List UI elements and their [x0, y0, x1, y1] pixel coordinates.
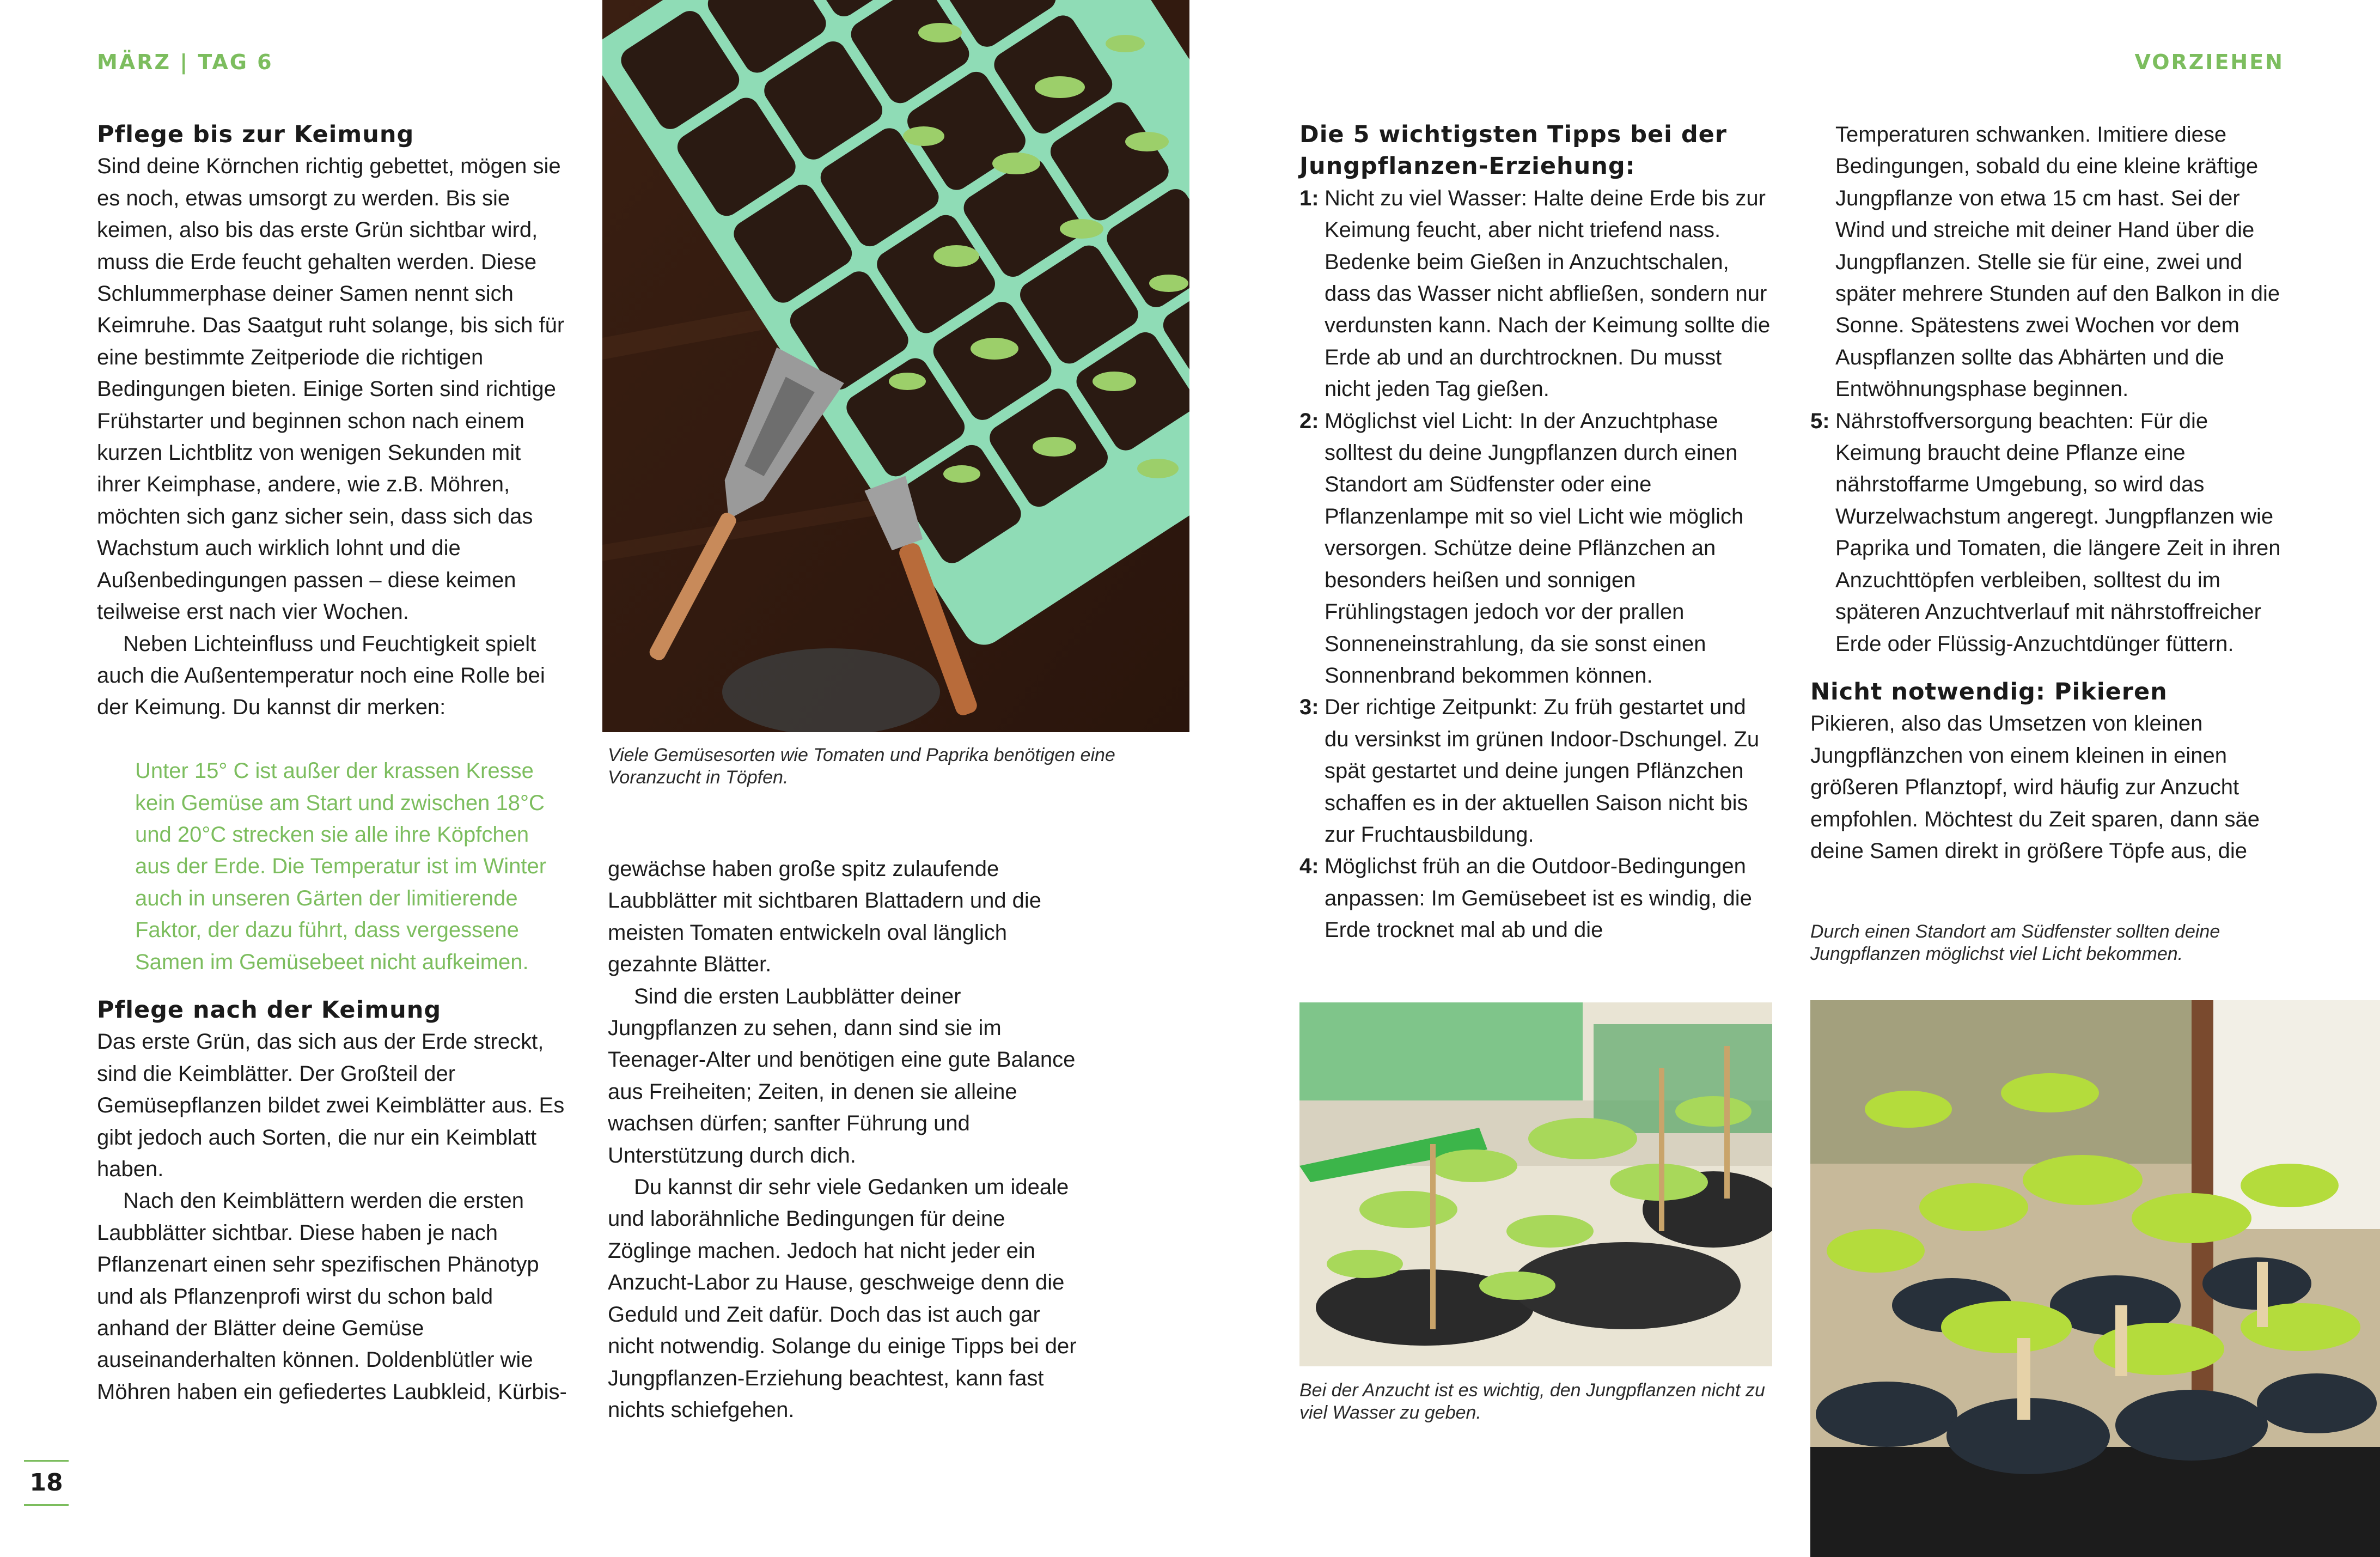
- tip-number: 5:: [1810, 409, 1830, 433]
- caption-watering: Bei der Anzucht ist es wichtig, den Jungpflanzen nicht zu viel Wasser zu geben.: [1299, 1380, 1765, 1423]
- photo-watering: [1299, 1002, 1772, 1366]
- tip-item: [1299, 850, 1773, 946]
- tip-text: Möglichst viel Licht: In der Anzuchtphase solltest du deine Jungpflanzen durch einen Standort am Südfenster oder eine Pflanzenlampe mit so viel Licht wie möglich versorgen. Schütze deine Pflänzchen an besonders heißen und sonnigen Frühlingstagen jedoch vor der prallen Sonneneinstrahlung, da sie sonst einen Sonnenbrand bekommen können.: [1325, 409, 1744, 688]
- heading-care-after-germination: Pflege nach der Keimung: [97, 996, 442, 1024]
- tip-item: [1299, 691, 1773, 850]
- running-head-left: MÄRZ | TAG 6: [97, 50, 273, 74]
- paragraph: Sind die ersten Laubblätter deiner Jungpflanzen zu sehen, dann sind sie im Teenager-Alter und benötigen eine gute Balance aus Freiheiten; Zeiten, in denen sie alleine wachsen dürfen; sanfter Führung und Unterstützung durch dich.: [608, 984, 1076, 1167]
- heading-care-before-germination: Pflege bis zur Keimung: [97, 121, 414, 148]
- paragraph: Das erste Grün, das sich aus der Erde streckt, sind die Keimblätter. Der Großteil der Gemüsepflanzen bildet zwei Keimblätter aus. Es gibt jedoch auch Sorten, die nur ein Keimblatt haben.: [97, 1030, 565, 1181]
- window-plants-illustration: [1810, 1000, 2380, 1557]
- paragraph: gewächse haben große spitz zulaufende Laubblätter mit sichtbaren Blattadern und die meisten Tomaten entwickeln oval länglich gezahnte Blätter.: [608, 857, 1042, 977]
- tip-item: [1810, 405, 2284, 660]
- tips-list: [1299, 183, 1773, 946]
- paragraph: Nach den Keimblättern werden die ersten Laubblätter sichtbar. Diese haben je nach Pflanzenart einen sehr spezifischen Phänotyp und als Pflanzenprofi wirst du schon bald anhand der Blätter deine Gemüse auseinanderhalten können. Doldenblütler wie Möhren haben ein gefiedertes Laubkleid, Kürbis-: [97, 1189, 567, 1404]
- highlight-quote: Unter 15° C ist außer der krassen Kresse kein Gemüse am Start und zwischen 18°C und 20°C strecken sie alle ihre Köpfchen aus der Erde. Die Temperatur ist im Winter auch in unseren Gärten der limitierende Faktor, der dazu führt, dass vergessene Samen im Gemüsebeet nicht aufkeimen.: [135, 759, 547, 974]
- column-4: [1810, 119, 2284, 867]
- seed-tray-illustration: [602, 0, 1189, 732]
- running-head-right: VORZIEHEN: [2134, 50, 2284, 74]
- caption-seed-tray: Viele Gemüsesorten wie Tomaten und Paprika benötigen eine Voranzucht in Töpfen.: [608, 745, 1115, 788]
- caption-window-plants: Durch einen Standort am Südfenster sollten deine Jungpflanzen möglichst viel Licht bekommen.: [1810, 921, 2220, 964]
- photo-window-plants: [1810, 1000, 2380, 1557]
- page-number: 18: [24, 1460, 69, 1506]
- tip-number: 3:: [1299, 695, 1319, 720]
- tip-number: 1:: [1299, 186, 1319, 210]
- heading-tips: Die 5 wichtigsten Tipps bei der Jungpflanzen-Erziehung:: [1299, 121, 1727, 180]
- tip-item: [1299, 405, 1773, 692]
- tip-text: Der richtige Zeitpunkt: Zu früh gestartet und du versinkst im grünen Indoor-Dschungel. Zu spät gestartet und deine jungen Pflänzchen schaffen es in der aktuellen Saison nicht bis zur Fruchtausbildung.: [1325, 695, 1760, 847]
- column-3: [1299, 119, 1773, 946]
- column-1: [97, 119, 570, 1408]
- tips-list-continued: [1810, 405, 2284, 660]
- tip-text: Möglichst früh an die Outdoor-Bedingungen anpassen: Im Gemüsebeet ist es windig, die Erde trocknet mal ab und die: [1325, 854, 1752, 942]
- column-2: [608, 853, 1087, 1426]
- tip-item: [1299, 183, 1773, 405]
- paragraph: Du kannst dir sehr viele Gedanken um ideale und laborähnliche Bedingungen für deine Zöglinge machen. Jedoch hat nicht jeder ein Anzucht-Labor zu Hause, geschweige denn die Geduld und Zeit dafür. Doch das ist auch gar nicht notwendig. Solange du einige Tipps bei der Jungpflanzen-Erziehung beachtest, kann fast nichts schiefgehen.: [608, 1175, 1077, 1422]
- tip-text: Nicht zu viel Wasser: Halte deine Erde bis zur Keimung feucht, aber nicht triefend nass. Bedenke beim Gießen in Anzuchtschalen, dass das Wasser nicht abfließen, sondern nur verdunsten kann. Nach der Keimung sollte die Erde ab und an durchtrocknen. Du musst nicht jeden Tag gießen.: [1325, 186, 1771, 402]
- paragraph: Neben Lichteinfluss und Feuchtigkeit spielt auch die Außentemperatur noch eine Rolle bei der Keimung. Du kannst dir merken:: [97, 631, 545, 720]
- paragraph: Pikieren, also das Umsetzen von kleinen Jungpflänzchen von einem kleinen in einen größeren Pflanztopf, wird häufig zur Anzucht empfohlen. Möchtest du Zeit sparen, dann säe deine Samen direkt in größere Töpfe aus, die: [1810, 711, 2260, 863]
- tip-continuation: Temperaturen schwanken. Imitiere diese Bedingungen, sobald du eine kleine kräftige Jungpflanze von etwa 15 cm hast. Sei der Wind und streiche mit deiner Hand über die Jungpflanzen. Stelle sie für eine, zwei und später mehrere Stunden auf den Balkon in die Sonne. Spätestens zwei Wochen vor dem Auspflanzen sollte das Abhärten und die Entwöhnungsphase beginnen.: [1835, 123, 2280, 402]
- heading-pricking-out: Nicht notwendig: Pikieren: [1810, 678, 2168, 705]
- photo-seed-tray: [602, 0, 1189, 732]
- paragraph: Sind deine Körnchen richtig gebettet, mögen sie es noch, etwas umsorgt zu werden. Bis sie keimen, also bis das erste Grün sichtbar wird, muss die Erde feucht gehalten werden. Diese Schlummerphase deiner Samen nennt sich Keimruhe. Das Saatgut ruht solange, bis sich für eine bestimmte Zeitperiode die richtigen Bedingungen bieten. Einige Sorten sind richtige Frühstarter und beginnen schon nach einem kurzen Lichtblitz von wenigen Sekunden mit ihrer Keimphase, andere, wie z.B. Möhren, möchten sich ganz sicher sein, dass sich das Wachstum auch wirklich lohnt und die Außenbedingungen passen – diese keimen teilweise erst nach vier Wochen.: [97, 154, 565, 624]
- tip-number: 2:: [1299, 409, 1319, 433]
- tip-text: Nährstoffversorgung beachten: Für die Keimung braucht deine Pflanze eine nährstoffarme Umgebung, so wird das Wurzelwachstum angeregt. Jungpflanzen wie Paprika und Tomaten, die längere Zeit in ihren Anzuchttöpfen verbleiben, solltest du im späteren Anzuchtverlauf mit nährstoffreicher Erde oder Flüssig-Anzuchtdünger füttern.: [1835, 409, 2281, 656]
- watering-illustration: [1299, 1002, 1772, 1366]
- tip-number: 4:: [1299, 854, 1319, 879]
